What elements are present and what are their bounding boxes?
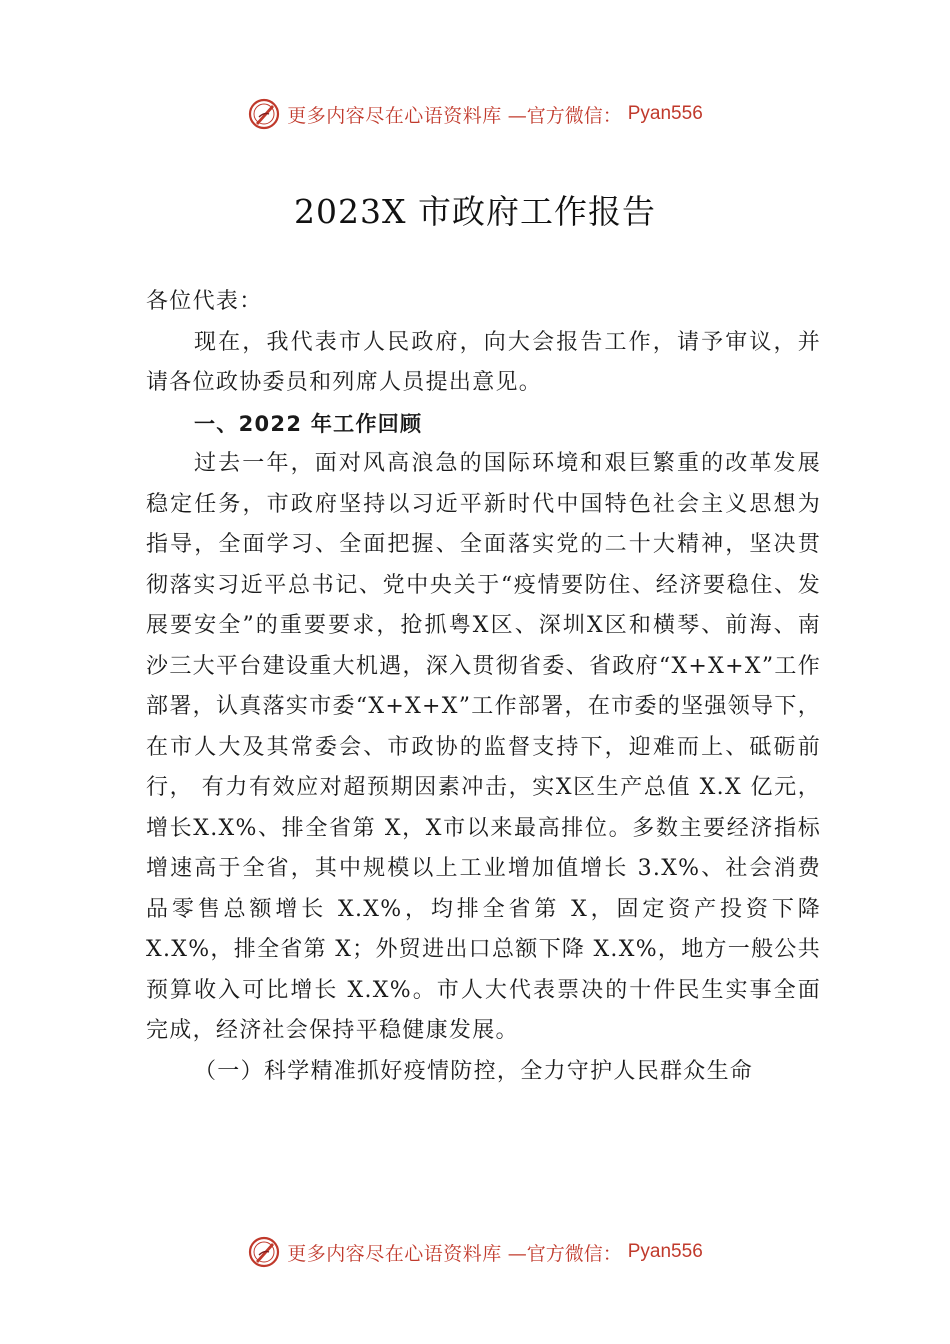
section-heading: 一、2022 年工作回顾 bbox=[194, 411, 423, 436]
banner-contact-id: Pyan556 bbox=[627, 1241, 703, 1262]
document-title: 2023X 市政府工作报告 bbox=[294, 192, 656, 231]
footer-banner bbox=[0, 1232, 950, 1272]
subsection-heading: （一）科学精准抓好疫情防控，全力守护人民群众生命 bbox=[194, 1058, 754, 1084]
banner-brand-text: 更多内容尽在心语资料库 bbox=[287, 104, 502, 127]
quill-seal-icon bbox=[247, 1235, 281, 1269]
banner-brand-text: 更多内容尽在心语资料库 bbox=[287, 1242, 502, 1265]
quill-seal-icon bbox=[247, 97, 281, 131]
document-body bbox=[146, 282, 821, 1092]
section-paragraph: 过去一年，面对风高浪急的国际环境和艰巨繁重的改革发展稳定任务，市政府坚持以习近平新时代中国特色社会主义思想为指导，全面学习、全面把握、全面落实党的二十大精神，坚决贯彻落实习近平总书记、党中央关于“疫情要防住、经济要稳住、发展要安全”的重要要求，抢抓粤X区、深圳X区和横琴、前海、南沙三大平台建设重大机遇，深入贯彻省委、省政府“X+X+X”工作部署，认真落实市委“X+X+X”工作部署，在市委的坚强领导下，在市人大及其常委会、市政协的监督支持下，迎难而上、砥砺前行， 有力有效应对超预期因素冲击，实X区生产总值 X.X 亿元，增长X.X%、排全省第 X，X市以来最高排位。多数主要经济指标增速高于全省，其中规模以上工业增加值增长 3.X%、社会消费品零售总额增长 X.X%，均排全省第 X，固定资产投资下降 X.X%，排全省第 X；外贸进出口总额下降 X.X%，地方一般公共预算收入可比增长 X.X%。市人大代表票决的十件民生实事全面完成，经济社会保持平稳健康发展。 bbox=[146, 451, 821, 1043]
header-banner bbox=[0, 94, 950, 134]
intro-paragraph: 现在，我代表市人民政府，向大会报告工作，请予审议，并请各位政协委员和列席人员提出意见。 bbox=[146, 329, 821, 395]
banner-contact-label: —官方微信： bbox=[507, 104, 622, 127]
salutation: 各位代表： bbox=[146, 289, 263, 314]
banner-contact-id: Pyan556 bbox=[627, 103, 703, 124]
banner-contact-label: —官方微信： bbox=[507, 1242, 622, 1265]
